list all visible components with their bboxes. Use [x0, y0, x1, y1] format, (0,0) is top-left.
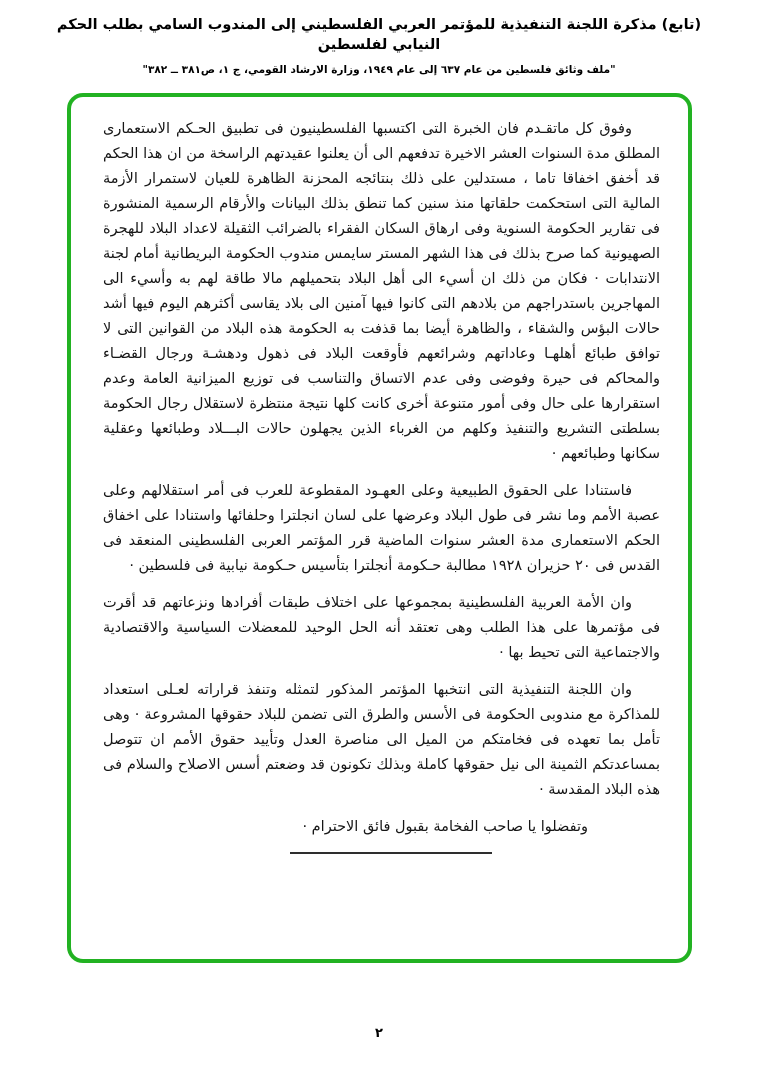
- paragraph-4: وان اللجنة التنفيذية التى انتخبها المؤتمر المذكور لتمثله وتنفذ قراراته لعـلى استعداد للمذاكرة مع مندوبى الحكومة فى الأسس والطرق التى تضمن للبلاد حقوقها المشروعة · وهى تأمل بما تعهده فى فخامتكم من الميل الى مناصرة العدل وتأييد حقوق الأمم ان تتوصل بمساعدتكم الثمينة الى نيل حقوقها كاملة وبذلك تكونون قد وضعتم أسس الاصلاح والسلام فى هذه البلاد المقدسة ·: [103, 682, 660, 798]
- closing-salutation: وتفضلوا يا صاحب الفخامة بقبول فائق الاحترام ·: [302, 819, 588, 835]
- page-number: ٢: [375, 1026, 383, 1041]
- signature-divider: [290, 852, 492, 854]
- body-text: [71, 97, 688, 803]
- source-citation: "ملف وثائق فلسطين من عام ٦٣٧ إلى عام ١٩٤٩، وزارة الارشاد القومي، ج ١، ص٣٨١ ــ ٣٨٢": [142, 64, 616, 76]
- paragraph-2: فاستنادا على الحقوق الطبيعية وعلى العهـود المقطوعة للعرب فى أمر استقلالهم وعلى عصبة الأمم وما نشر فى طول البلاد وعرضها على لسان انجلترا وحلفائها واستنادا على اخفاق الحكم الاستعمارى مدة العشر سنوات الماضية قرر المؤتمر العربى الفلسطينى المنعقد فى القدس فى ٢٠ حزيران ١٩٢٨ مطالبة حـكومة أنجلترا بتأسيس حـكومة نيابية فى فلسطين ·: [103, 483, 660, 574]
- paragraph-1: وفوق كل ماتقـدم فان الخبرة التى اكتسبها الفلسطينيون فى تطبيق الحـكم الاستعمارى المطلق مدة السنوات العشر الاخيرة تدفعهم الى أن يعلنوا عقيدتهم الراسخة من ان هذا الحكم قد أخفق اخفاقا تاما ، مستدلين على ذلك بنتائجه المحزنة الظاهرة للعيان لاستمرار الأزمة المالية التى استحكمت حلقاتها منذ سنين كما تنطق بذلك البيانات والأرقام الرسمية المنشورة فى تقارير الحكومة السنوية وفى ارهاق السكان الفقراء بالضرائب الثقيلة لاعداد البلاد للهجرة الصهيونية كما صرح بذلك فى هذا الشهر المستر سايمس مندوب الحكومة البريطانية أمام لجنة الانتدابات · فكان من ذلك ان أسيء الى أهل البلاد بتحميلهم مالا طاقة لهم به وأسيء الى المهاجرين باستدراجهم من بلادهم التى كانوا فيها آمنين الى بلاد يقاسى أكثرهم اليوم فيها أشد حالات البؤس والشقاء ، والظاهرة أيضا بما قذفت به الحكومة هذه البلاد من القوانين التى لا توافق طبائع أهلهـا وعاداتهم وشرائعهم فأوقعت البلاد فى ذهول ودهشـة ورجال القضـاء والمحاكم فى حيرة وفوضى وفى عدم الاتساق والتناسب فى توزيع الميزانية العامة وعدم استقرارها على حال وفى أمور متنوعة أخرى كانت كلها نتيجة منتظرة لاستقلال رجال الحكومة بسلطتى التشريع والتنفيذ وكلهم من الغرباء الذين يجهلون حالات البـــلاد وطبائعها وعقلية سكانها وطبائعهم ·: [103, 121, 660, 462]
- paragraph-3: وان الأمة العربية الفلسطينية بمجموعها على اختلاف طبقات أفرادها ونزعاتهم قد أقرت فى مؤتمرها على هذا الطلب وهى تعتقد أنه الحل الوحيد للمعضلات السياسية والاقتصادية والاجتماعية التى تحيط بها ·: [103, 595, 660, 661]
- document-title: (تابع) مذكرة اللجنة التنفيذية للمؤتمر العربي الفلسطيني إلى المندوب السامي بطلب الحكم النيابي لفلسطين: [56, 17, 702, 53]
- document-body-frame: [67, 93, 692, 963]
- document-header: [0, 0, 758, 77]
